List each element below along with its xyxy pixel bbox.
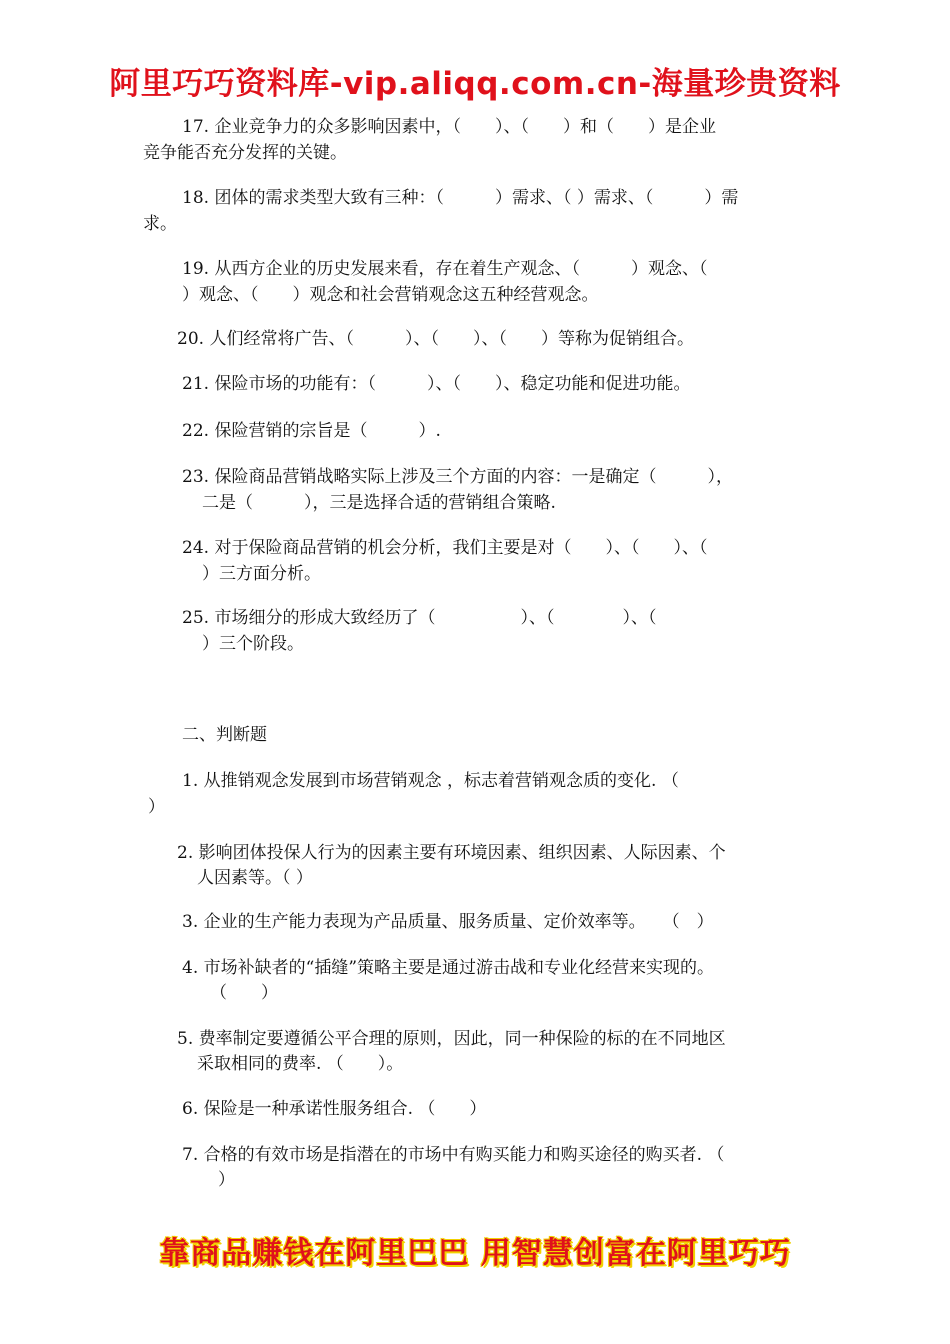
footer-banner: 靠商品赚钱在阿里巴巴 用智慧创富在阿里巧巧 (159, 1236, 791, 1271)
question-17-line2: 竞争能否充分发挥的关键。 (143, 143, 347, 163)
section-heading-true-false: 二、判断题 (182, 725, 267, 745)
tf-question-4-line1: 4. 市场补缺者的“插缝”策略主要是通过游击战和专业化经营来实现的。 (182, 958, 715, 978)
question-19-line1: 19. 从西方企业的历史发展来看，存在着生产观念、（ ）观念、（ (182, 259, 708, 279)
question-21: 21. 保险市场的功能有：（ ）、（ ）、稳定功能和促进功能。 (182, 374, 691, 394)
question-19-line2: ）观念、（ ）观念和社会营销观念这五种经营观念。 (182, 285, 599, 305)
question-24-line1: 24. 对于保险商品营销的机会分析，我们主要是对（ ）、（ ）、（ (182, 538, 708, 558)
header-banner: 阿里巧巧资料库-vip.aliqq.com.cn-海量珍贵资料 (109, 66, 841, 102)
question-25-line1: 25. 市场细分的形成大致经历了（ ）、（ ）、（ (182, 608, 657, 628)
question-22: 22. 保险营销的宗旨是（ ）. (182, 421, 441, 441)
question-20: 20. 人们经常将广告、（ ）、（ ）、（ ）等称为促销组合。 (177, 329, 694, 349)
tf-question-2-line2: 人因素等。（ ） (197, 868, 313, 888)
tf-question-5-line2: 采取相同的费率. （ ）。 (197, 1054, 404, 1074)
tf-question-2-line1: 2. 影响团体投保人行为的因素主要有环境因素、组织因素、人际因素、个 (177, 843, 726, 863)
question-18-line1: 18. 团体的需求类型大致有三种：（ ）需求、（ ）需求、（ ）需 (182, 188, 739, 208)
question-17-line1: 17. 企业竞争力的众多影响因素中，（ ）、（ ）和（ ）是企业 (182, 117, 716, 137)
tf-question-7-line1: 7. 合格的有效市场是指潜在的市场中有购买能力和购买途径的购买者. （ (182, 1145, 725, 1165)
tf-question-4-line2: （ ） (210, 983, 278, 1003)
tf-question-7-line2: ） (218, 1170, 235, 1190)
tf-question-6: 6. 保险是一种承诺性服务组合. （ ） (182, 1099, 487, 1119)
tf-question-1-line1: 1. 从推销观念发展到市场营销观念 ，标志着营销观念质的变化. （ (182, 771, 679, 791)
question-23-line1: 23. 保险商品营销战略实际上涉及三个方面的内容：一是确定（ ）， (182, 467, 733, 487)
question-18-line2: 求。 (143, 214, 177, 234)
tf-question-1-line2: ） (148, 797, 165, 817)
question-24-line2: ）三方面分析。 (202, 564, 321, 584)
question-25-line2: ）三个阶段。 (202, 634, 304, 654)
question-23-line2: 二是（ ），三是选择合适的营销组合策略. (202, 493, 556, 513)
tf-question-3: 3. 企业的生产能力表现为产品质量、服务质量、定价效率等。 （ ） (182, 912, 714, 932)
tf-question-5-line1: 5. 费率制定要遵循公平合理的原则，因此，同一种保险的标的在不同地区 (177, 1029, 726, 1049)
